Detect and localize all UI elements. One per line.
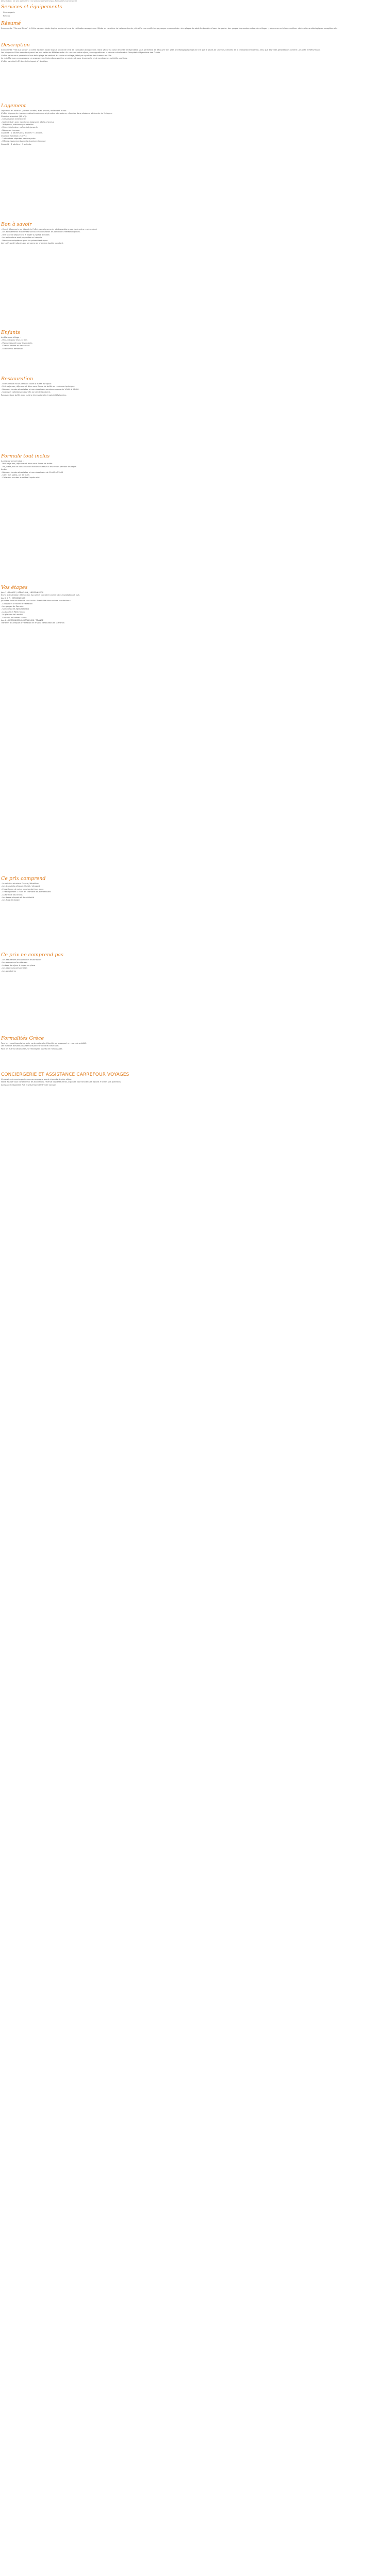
section-text: Jour 1 : FRANCE / HÉRAKLION / HERSONISSOS Envol à destination d'Héraklion. Accueil et transfert à votre hôtel. Installation et nuit. Jour 2 à 7 : HERSONISSOS Journées libres en formule tout inclus. Possibilité d'excursions facultatives : - Cnossos et le musée d'Héraklion - Les gorges de Samaria - Spinalonga et Agios Nikolaos - La Canée et Réthymnon - Le plateau de Lassithi - Santorin en bateau rapide Jour 8 : HERSONISSOS / HÉRAKLION / FRANCE Transfert à l'aéroport d'Héraklion et envol à destination de la France.: [1, 591, 80, 624]
section-text: Surnommée "l'île aux Dieux", la Crète est sans doute la plus ancienne terre de civilisation européenne. Votre séjour au cœur de cette île légendaire vous permettra de découvrir des sites archéologiques majeurs tels que le palais de Cnossos, berceau de la civilisation minoenne, ainsi que des villes pittoresques comme La Canée et Réthymnon. Les plages de Crète comptent parmi les plus belles de Méditerranée. Au cours de votre séjour, vous apprécierez la douceur du climat et l'hospitalité légendaire des Crétois. L'hôtel se trouve à proximité d'une belle plage de sable et du centre du village, idéal pour profiter des charmes de l'île. Le club Marmara vous propose un programme d'animations variées, un mini-club pour les enfants et de nombreuses activités sportives. L'hôtel est situé à 25 km de l'aéroport d'Héraklion.: [1, 49, 321, 62]
section-title: Description: [1, 42, 30, 48]
section-title: Services et équipements: [1, 4, 62, 10]
section-title: Bon à savoir: [1, 222, 32, 227]
section-ne-comprend: [1, 952, 383, 973]
section-title: Enfants: [1, 330, 21, 335]
section-text: Pour les ressortissants français, carte nationale d'identité ou passeport en cours de validité. Les mineurs doivent posséder une pièce d'identité à leur nom. Pour les autres nationalités, se renseigner auprès de l'ambassade.: [1, 1042, 87, 1050]
section-text: - Le vol aller et retour France / Héraklion - Les transferts aéroport / hôtel / aéroport - L'assistance de notre représentant sur place - L'hébergement 7 nuits en chambre double standard - La formule tout inclus - Les taxes aéroport et de solidarité - Les frais de dossier: [1, 883, 51, 902]
section-title: Logement: [1, 103, 26, 109]
section-description: [1, 42, 383, 63]
section-text: - Formule tout inclus pendant toute la durée du séjour. - Petit déjeuner, déjeuner et dîner sous forme de buffet au restaurant principal. - Boissons locales alcoolisées et non alcoolisées servies au verre de 10h00 à 23h00. - Snacks et collations en journée au bar de la piscine. Repas de type buffet avec cuisine internationale et spécialités locales.: [1, 383, 79, 396]
top-note: Description: Ce prix comprend / Ce prix ne comprend pas Formalités Conciergerie: [1, 0, 77, 2]
list-item: Conciergerie: [3, 11, 15, 13]
section-title: CONCIERGERIE ET ASSISTANCE CARREFOUR VOYAGES: [1, 1072, 129, 1077]
section-restauration: [1, 376, 383, 397]
section-enfants: [1, 330, 383, 350]
section-text: Surnommée "l'île aux Dieux", la Crète est sans doute la plus ancienne terre de civilisation européenne. Située au carrefour de trois continents, elle offre une variété de paysages remarquables : des plages de sable fin bordées d'eaux turquoise, des gorges impressionnantes, des villages typiques accrochés aux collines et des sites archéologiques exceptionnels.: [1, 27, 337, 29]
section-text: Au Marmara Village : - Mini-club pour les 4-12 ans - Piscine séparée pour les enfants - Chaises hautes au restaurant - Lit bébé sur demande: [1, 336, 32, 350]
section-text: Logement en hôtel 4* (normes locales) avec piscine, restaurant et bar. L'hôtel dispose de chambres décorées dans un style sobre et moderne, réparties dans plusieurs bâtiments de 2 étages. Chambre standard (15 m²) : - Climatisation individuelle - Salle de bain avec douche ou baignoire, sèche-cheveux - Téléphone, télévision par satellite - Mini-réfrigérateur, coffre-fort (payant) - Balcon ou terrasse Capacité : 2 adultes ou 2 adultes + 1 enfant. Chambre familiale (21 m²) : - 2 chambres séparées par une porte - Mêmes équipements que la chambre standard Capacité : 2 adultes + 2 enfants.: [1, 110, 112, 145]
section-title: Ce prix ne comprend pas: [1, 952, 63, 958]
section-title: Formalités Grèce: [1, 1036, 44, 1041]
section-formalites: [1, 1036, 383, 1050]
section-title: Ce prix comprend: [1, 876, 46, 882]
section-text: Un service de conciergerie vous accompagne avant et pendant votre séjour. Notre équipe vous conseille sur les excursions, réserve vos restaurants, organise vos transferts et répond à toutes vos questions. Assistance disponible 7j/7 et 24h/24 pendant votre voyage.: [1, 1078, 122, 1086]
section-comprend: [1, 876, 383, 902]
section-title: Restauration: [1, 376, 34, 382]
section-title: Formule tout inclus: [1, 453, 50, 459]
section-services: [1, 4, 383, 18]
section-formule: [1, 453, 383, 480]
section-text: Au restaurant principal : - Petit déjeuner, déjeuner et dîner sous forme de buffet - Vin, bière, eau et boissons non alcoolisées servis à discrétion pendant les repas Au bar : - Boissons locales alcoolisées et non alcoolisées de 10h00 à 23h00 - Café, thé, sodas, jus de fruits - Collations sucrées et salées l'après-midi: [1, 460, 76, 479]
section-logement: [1, 103, 383, 146]
section-title: Vos étapes: [1, 585, 28, 590]
section-title: Résumé: [1, 21, 21, 26]
section-conciergerie: [1, 1072, 383, 1087]
section-resume: [1, 21, 383, 30]
section-text: - Circuit découverte au départ de l'hôtel, renseignements et réservations auprès de votre représentant. - Les équipements et activités sont accessibles selon les conditions météorologiques. - Une taxe de séjour sera à régler sur place à l'hôtel. - Les animations sont proposées en français. - Prévoir un adaptateur pour les prises électriques. Les tarifs sont indiqués par personne en chambre double standard.: [1, 228, 97, 245]
list-item: Réseau: [3, 15, 10, 18]
section-voyages: [1, 585, 383, 625]
section-text: - Les assurances annulation et multirisques - Les excursions facultatives - La taxe de séjour à régler sur place - Les dépenses personnelles - Les pourboires: [1, 959, 42, 972]
section-bon-savoir: [1, 222, 383, 245]
